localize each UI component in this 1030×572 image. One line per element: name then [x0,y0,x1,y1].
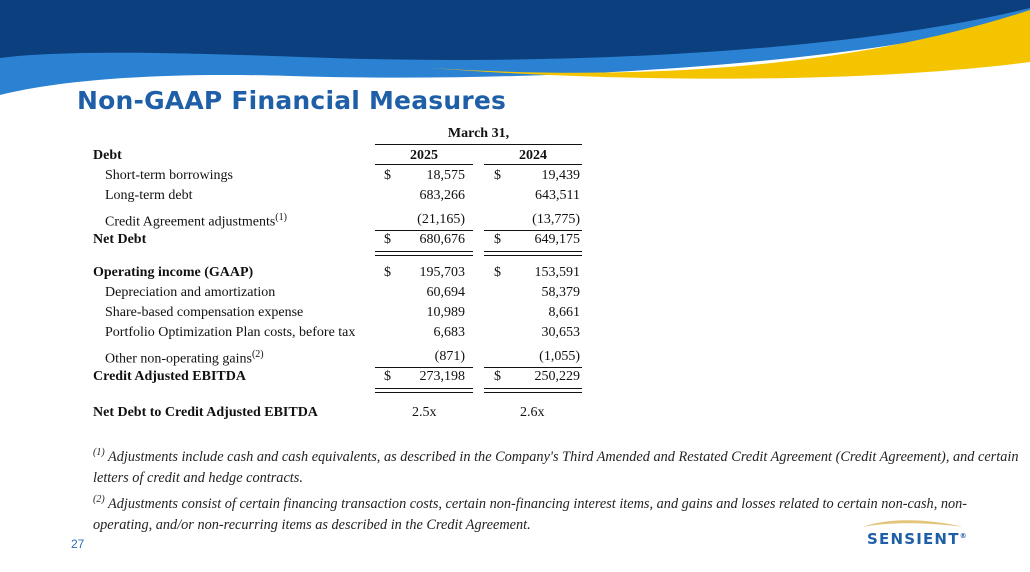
footnote-marker: (2) [93,493,105,505]
ratio-2025: 2.5x [412,405,437,420]
period-header: March 31, [375,126,582,145]
table-period-header-row [90,126,590,146]
row-label: Net Debt to Credit Adjusted EBITDA [93,405,318,420]
footnote-ref: (1) [275,212,287,223]
value-2024: 58,379 [541,285,580,300]
currency-symbol: $ [494,232,501,247]
value-2025: 680,676 [419,232,465,247]
table-row [90,166,590,186]
value-2024: (1,055) [539,349,580,364]
value-2024: 643,511 [535,188,580,203]
row-label: Credit Adjusted EBITDA [93,369,246,384]
sensient-logo: SENSIENT® [867,530,968,548]
row-label: Share-based compensation expense [105,305,304,320]
row-label: Operating income (GAAP) [93,265,254,280]
table-row-total [90,230,590,250]
row-label: Portfolio Optimization Plan costs, before tax [105,325,356,340]
financial-table [90,126,590,423]
debt-section-label: Debt [93,148,122,163]
footnote-text: Adjustments include cash and cash equivalents, as described in the Company's Third Amended and Restated Credit Agreement (Credit Agreement), and certain letters of credit and hedge contracts. [93,448,1019,486]
currency-symbol: $ [384,265,391,280]
year-2025-header: 2025 [375,148,473,165]
currency-symbol: $ [384,232,391,247]
table-row [90,186,590,206]
value-2025: 273,198 [419,369,465,384]
footnote-ref: (2) [251,349,264,360]
row-label: Other non-operating gains$^{(2)}$ [105,349,264,367]
value-2025: (871) [434,349,465,364]
spacer [90,387,590,403]
row-label: Long-term debt [105,188,193,203]
table-row [90,206,590,230]
value-2025: 195,703 [419,265,465,280]
table-header-row [90,146,590,166]
table-row-total [90,367,590,387]
footnote-1 [93,442,1023,489]
value-2024: 250,229 [534,369,580,384]
currency-symbol: $ [494,265,501,280]
value-2024: 649,175 [534,232,580,247]
value-2024: 153,591 [534,265,580,280]
value-2024: 8,661 [548,305,580,320]
row-label: Depreciation and amortization [105,285,276,300]
ratio-2024: 2.6x [520,405,545,420]
row-label: Short-term borrowings [105,168,233,183]
year-2024-header: 2024 [484,148,582,165]
footnote-text: Adjustments consist of certain financing transaction costs, certain non-financing interest items, and gains and losses related to certain non-cash, non-operating, and/or non-recurring items as described in the Credit Agreement. [93,495,968,533]
row-label: Credit Agreement adjustments$^{(1)}$ [105,212,287,230]
value-2024: 19,439 [541,168,580,183]
currency-symbol: $ [384,168,391,183]
value-2025: 10,989 [426,305,465,320]
value-2025: 683,266 [419,188,465,203]
currency-symbol: $ [494,369,501,384]
value-2025: 60,694 [426,285,465,300]
footnote-marker: (1) [93,447,105,458]
table-row [90,303,590,323]
spacer [90,250,590,263]
page-number: 27 [71,537,85,551]
table-row [90,263,590,283]
page-title: Non-GAAP Financial Measures [77,86,507,115]
header-banner [0,0,1030,100]
table-row [90,283,590,303]
value-2025: 6,683 [433,325,465,340]
table-row [90,323,590,343]
value-2025: (21,165) [417,212,465,227]
row-label: Net Debt [93,232,147,247]
value-2025: 18,575 [426,168,465,183]
value-2024: (13,775) [532,212,580,227]
currency-symbol: $ [494,168,501,183]
table-row [90,403,590,423]
table-row [90,343,590,367]
value-2024: 30,653 [541,325,580,340]
currency-symbol: $ [384,369,391,384]
